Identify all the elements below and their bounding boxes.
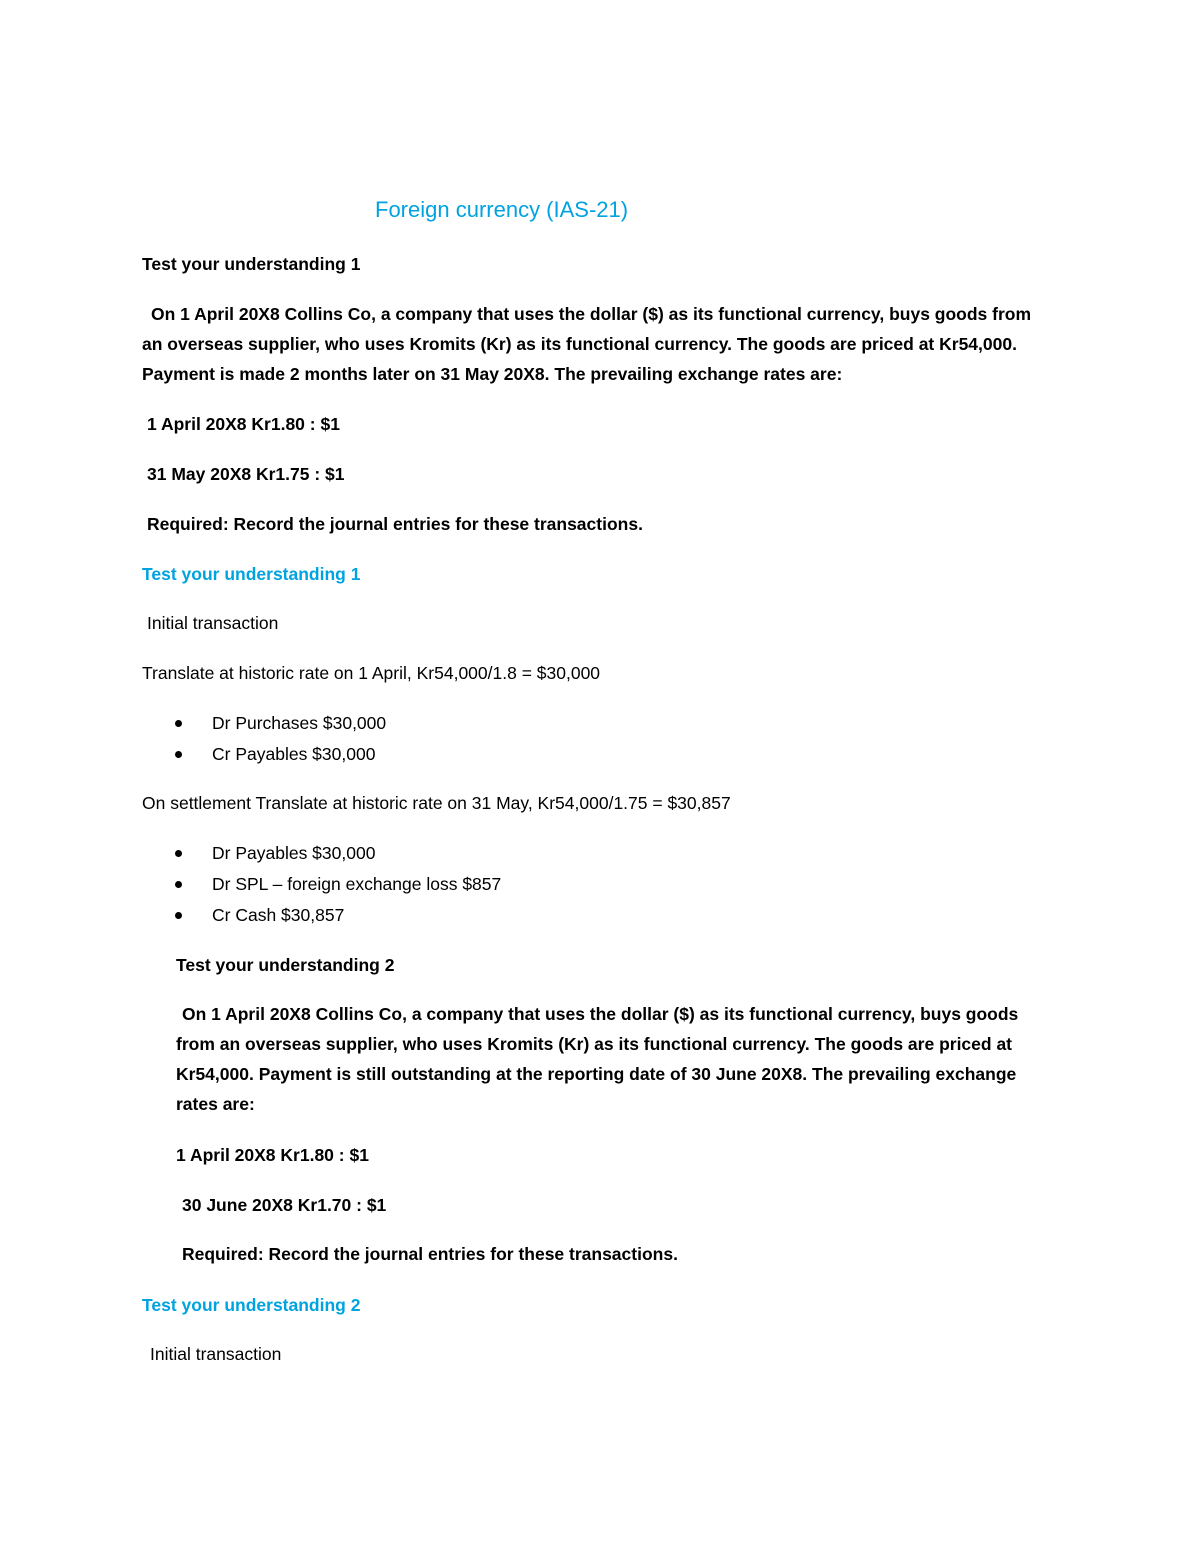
bullet-icon	[175, 751, 182, 758]
bullet-icon	[175, 850, 182, 857]
journal-entry: Dr SPL – foreign exchange loss $857	[175, 869, 501, 900]
a2-heading: Test your understanding 2	[142, 1295, 361, 1315]
journal-entry: Cr Payables $30,000	[175, 739, 386, 770]
q1-rate-2: 31 May 20X8 Kr1.75 : $1	[147, 464, 345, 484]
q2-required: Required: Record the journal entries for these transactions.	[182, 1244, 678, 1264]
q2-rate-2: 30 June 20X8 Kr1.70 : $1	[182, 1195, 387, 1215]
a2-initial-label: Initial transaction	[150, 1344, 282, 1364]
a1-settlement-entries	[175, 838, 501, 931]
q1-intro: On 1 April 20X8 Collins Co, a company that uses the dollar ($) as its functional currency, buys goods from an overseas supplier, who uses Kromits (Kr) as its functional currency. The goods are priced at Kr54,000. Payment is made 2 months later on 31 May 20X8. The prevailing exchange rates are:	[142, 304, 1032, 384]
bullet-icon	[175, 912, 182, 919]
a1-translate-initial: Translate at historic rate on 1 April, Kr54,000/1.8 = $30,000	[142, 663, 601, 683]
q2-heading: Test your understanding 2	[176, 955, 395, 975]
q1-required: Required: Record the journal entries for these transactions.	[147, 514, 643, 534]
bullet-icon	[175, 881, 182, 888]
a1-heading: Test your understanding 1	[142, 564, 361, 584]
q2-intro: On 1 April 20X8 Collins Co, a company that uses the dollar ($) as its functional currency, buys goods from an overseas supplier, who uses Kromits (Kr) as its functional currency. The goods are priced at Kr54,000. Payment is still outstanding at the reporting date of 30 June 20X8. The prevailing exchange rates are:	[176, 1004, 1019, 1114]
bullet-icon	[175, 720, 182, 727]
q2-rate-1: 1 April 20X8 Kr1.80 : $1	[176, 1145, 369, 1165]
a1-initial-label: Initial transaction	[147, 613, 279, 633]
journal-entry: Dr Purchases $30,000	[175, 708, 386, 739]
journal-entry: Cr Cash $30,857	[175, 900, 501, 931]
journal-entry: Dr Payables $30,000	[175, 838, 501, 869]
a1-initial-entries	[175, 708, 386, 770]
q1-rate-1: 1 April 20X8 Kr1.80 : $1	[147, 414, 340, 434]
page-title: Foreign currency (IAS-21)	[375, 197, 629, 222]
q1-heading: Test your understanding 1	[142, 254, 361, 274]
a1-settlement-label: On settlement Translate at historic rate on 31 May, Kr54,000/1.75 = $30,857	[142, 793, 731, 813]
